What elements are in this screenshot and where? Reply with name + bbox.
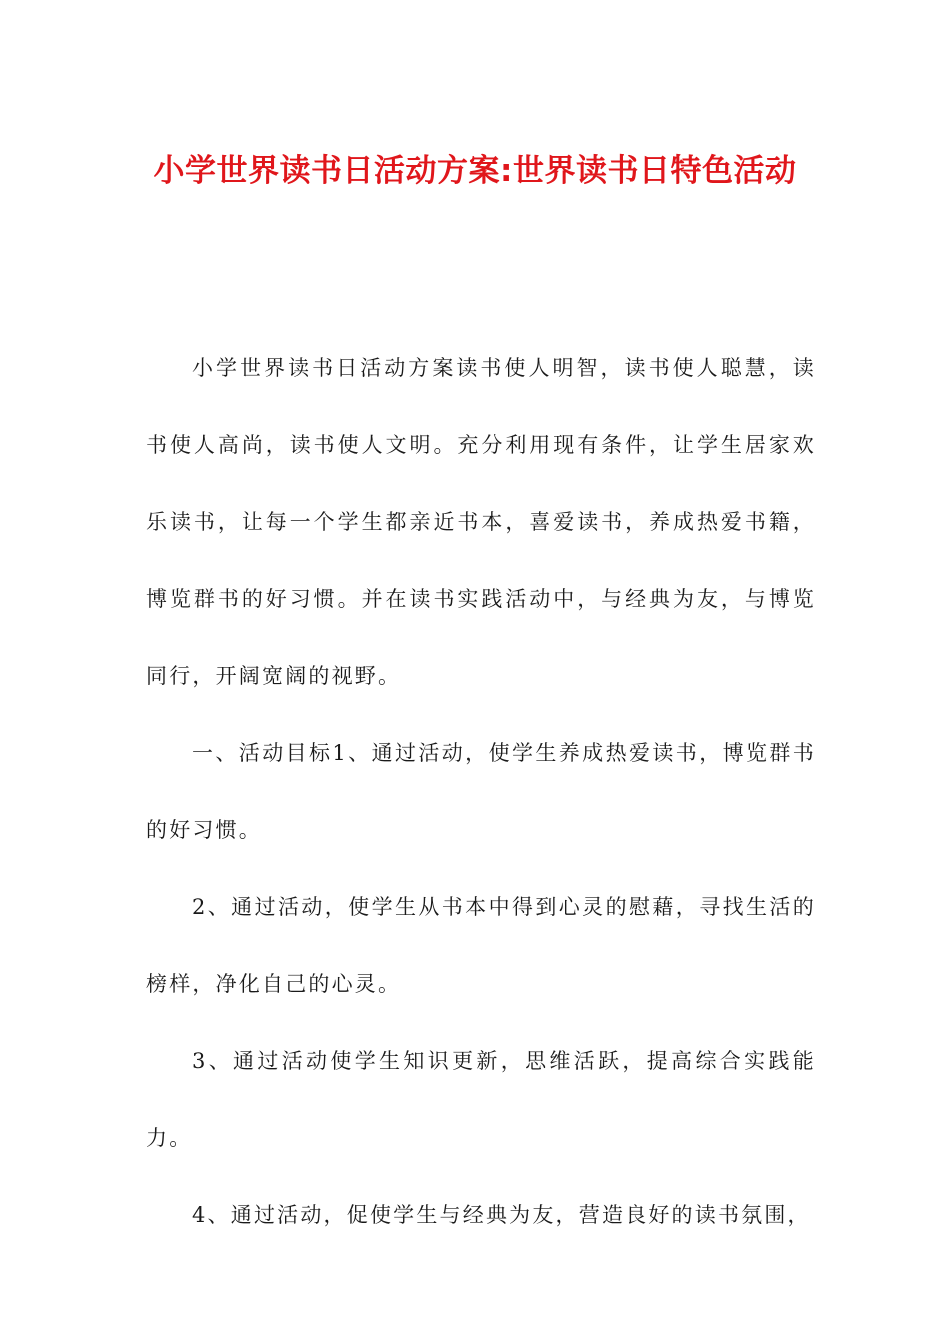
paragraph-goal-3: 3、通过活动使学生知识更新，思维活跃，提高综合实践能力。 xyxy=(146,1049,816,1150)
document-title: 小学世界读书日活动方案:世界读书日特色活动 xyxy=(153,153,797,189)
paragraph-goal-4: 4、通过活动，促使学生与经典为友，营造良好的读书氛围， xyxy=(192,1203,811,1227)
document-body xyxy=(146,330,816,1254)
paragraph-goal-1: 一、活动目标1、通过活动，使学生养成热爱读书，博览群书的好习惯。 xyxy=(146,741,816,842)
paragraph-intro: 小学世界读书日活动方案读书使人明智，读书使人聪慧，读书使人高尚，读书使人文明。充分利用现有条件，让学生居家欢乐读书，让每一个学生都亲近书本，喜爱读书，养成热爱书籍，博览群书的好习惯。并在读书实践活动中，与经典为友，与博览同行，开阔宽阔的视野。 xyxy=(146,356,816,688)
paragraph-goal-2: 2、通过活动，使学生从书本中得到心灵的慰藉，寻找生活的榜样，净化自己的心灵。 xyxy=(146,895,816,996)
